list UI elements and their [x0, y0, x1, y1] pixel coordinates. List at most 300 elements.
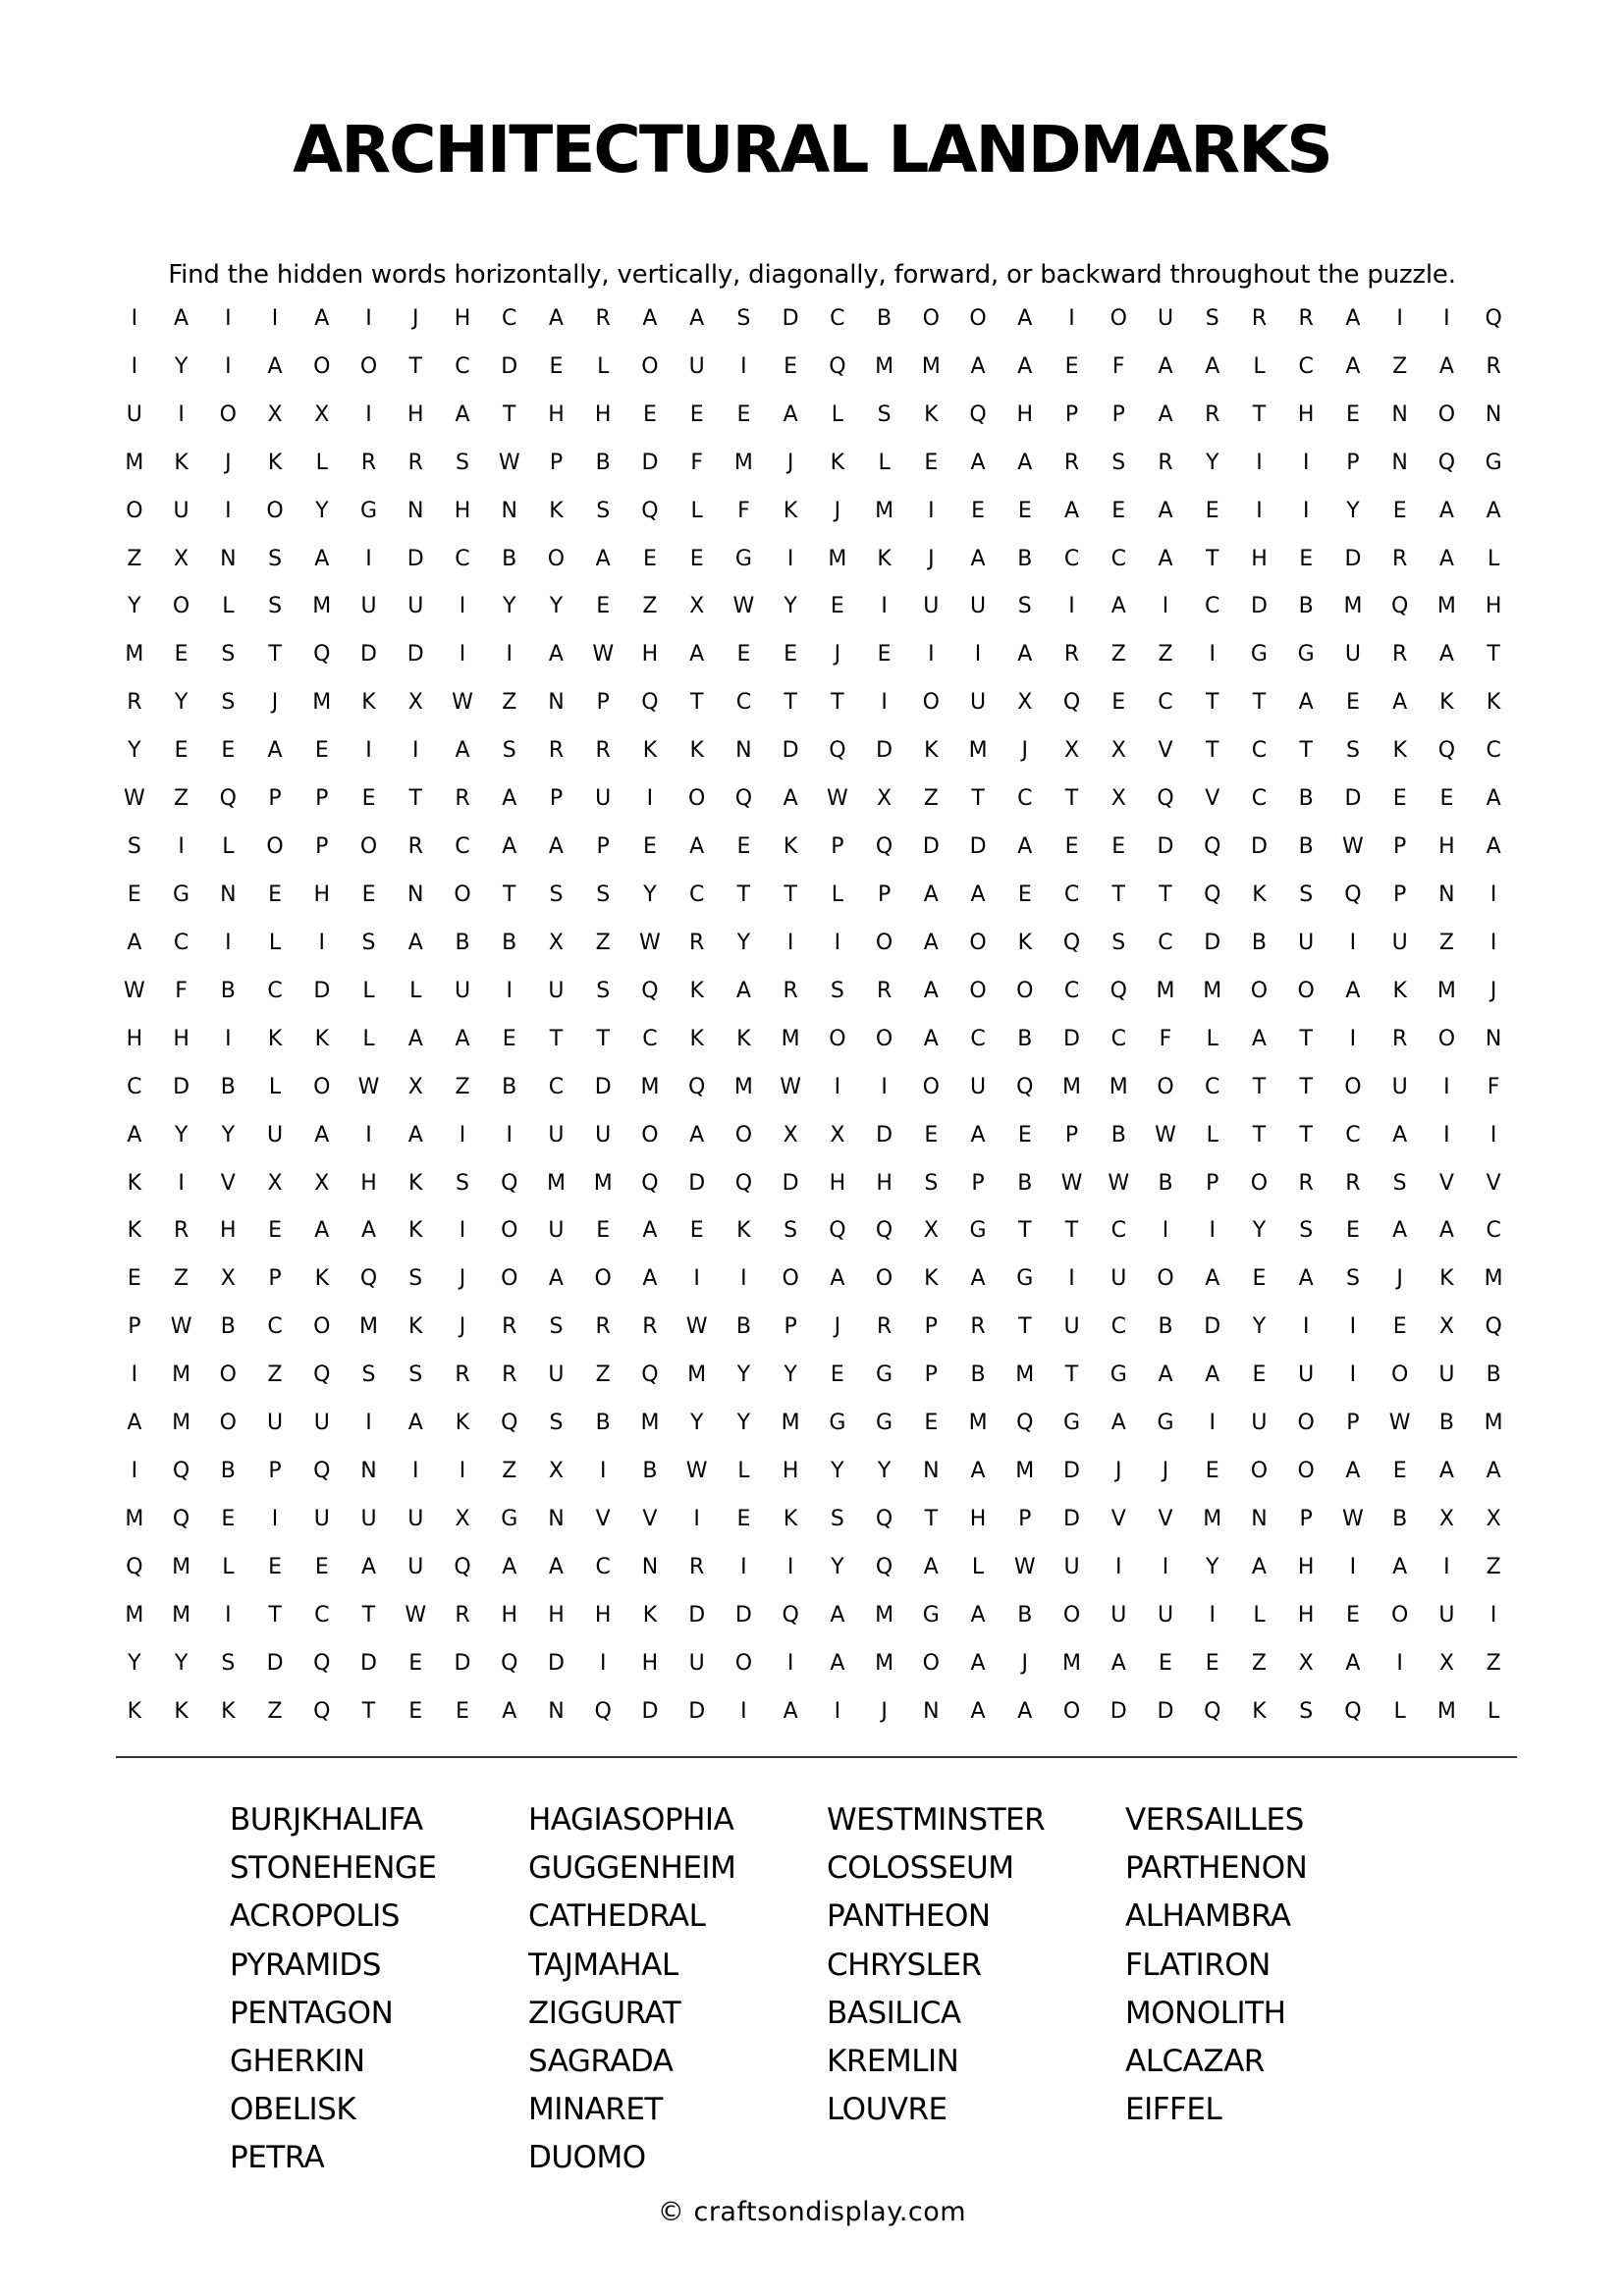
grid-letter: R	[595, 1314, 611, 1340]
grid-letter: V	[1438, 1170, 1454, 1196]
grid-letter: A	[1158, 401, 1173, 427]
grid-letter: M	[1156, 978, 1175, 1003]
grid-letter: X	[267, 1170, 283, 1196]
grid-letter: L	[222, 834, 235, 860]
grid-letter: B	[1298, 834, 1314, 860]
grid-letter: T	[361, 1602, 376, 1628]
grid-letter: I	[1068, 305, 1075, 331]
grid-letter: Y	[643, 882, 657, 908]
grid-letter: I	[974, 642, 982, 667]
grid-letter: O	[1157, 1074, 1174, 1099]
grid-letter: E	[221, 738, 236, 764]
grid-letter: Z	[923, 786, 939, 812]
grid-letter: J	[1115, 1459, 1122, 1484]
grid-letter: A	[1345, 305, 1361, 331]
grid-letter: S	[596, 978, 611, 1003]
grid-letter: Y	[736, 1411, 751, 1436]
grid-letter: B	[970, 1362, 986, 1388]
word-list-item: GHERKIN	[230, 2043, 365, 2079]
grid-letter: P	[971, 1170, 985, 1196]
grid-letter: M	[968, 738, 988, 764]
grid-letter: I	[1349, 1026, 1357, 1051]
grid-letter: C	[1017, 786, 1033, 812]
grid-letter: Y	[1252, 1314, 1267, 1340]
grid-letter: A	[1438, 353, 1454, 379]
grid-letter: G	[922, 1602, 940, 1628]
grid-letter: C	[735, 690, 752, 716]
grid-letter: Y	[128, 738, 141, 764]
grid-letter: A	[407, 1122, 423, 1148]
grid-letter: J	[834, 498, 841, 523]
grid-letter: Q	[1344, 882, 1362, 908]
grid-letter: F	[1159, 1026, 1172, 1051]
grid-letter: C	[548, 1074, 565, 1099]
grid-letter: J	[459, 1314, 466, 1340]
word-list-item: COLOSSEUM	[827, 1850, 1014, 1887]
word-search-grid	[111, 294, 1517, 1735]
grid-letter: N	[1438, 882, 1455, 908]
grid-letter: E	[1205, 1650, 1219, 1676]
grid-letter: Z	[1438, 930, 1454, 955]
grid-letter: U	[1251, 1411, 1268, 1436]
word-list-item: EIFFEL	[1125, 2092, 1222, 2128]
grid-letter: P	[1299, 1507, 1313, 1531]
grid-letter: E	[1299, 546, 1314, 571]
grid-letter: X	[1063, 738, 1080, 764]
grid-letter: A	[1158, 546, 1173, 571]
grid-letter: X	[220, 1266, 236, 1292]
grid-letter: M	[1015, 1459, 1035, 1484]
grid-letter: I	[786, 930, 794, 955]
grid-letter: U	[1391, 1074, 1408, 1099]
grid-letter: Q	[313, 642, 331, 667]
grid-letter: M	[875, 1602, 894, 1628]
grid-letter: U	[1391, 930, 1408, 955]
grid-letter: E	[642, 546, 657, 571]
grid-letter: Q	[1344, 1698, 1362, 1724]
grid-letter: T	[1299, 1026, 1313, 1051]
grid-letter: U	[1063, 1314, 1080, 1340]
grid-letter: M	[640, 1074, 660, 1099]
grid-letter: D	[782, 738, 799, 764]
grid-letter: R	[1298, 1170, 1314, 1196]
grid-letter: S	[456, 450, 469, 475]
grid-letter: R	[455, 1362, 470, 1388]
grid-letter: U	[688, 353, 705, 379]
grid-letter: D	[969, 834, 987, 860]
word-list-item	[827, 2134, 1125, 2182]
grid-letter: S	[596, 882, 611, 908]
grid-letter: O	[1062, 1698, 1081, 1724]
grid-letter: D	[1157, 1698, 1174, 1724]
grid-letter: R	[876, 1314, 893, 1340]
grid-letter: I	[225, 930, 232, 955]
grid-letter: Q	[875, 1218, 893, 1244]
grid-letter: P	[1111, 401, 1125, 427]
grid-letter: U	[1298, 930, 1315, 955]
grid-letter: I	[131, 353, 138, 379]
grid-letter: I	[1209, 1411, 1216, 1436]
grid-letter: S	[830, 1507, 844, 1531]
grid-letter: A	[1486, 834, 1501, 860]
grid-letter: S	[596, 498, 611, 523]
grid-letter: K	[1017, 930, 1032, 955]
grid-letter: Q	[172, 1507, 190, 1531]
grid-letter: O	[1297, 1459, 1315, 1484]
grid-letter: U	[1438, 1602, 1455, 1628]
grid-letter: C	[688, 882, 705, 908]
grid-letter: K	[267, 1026, 283, 1051]
grid-letter: W	[498, 450, 520, 475]
grid-letter: A	[1392, 1122, 1408, 1148]
grid-letter: A	[502, 1554, 517, 1579]
grid-letter: I	[928, 498, 935, 523]
grid-letter: B	[220, 1074, 236, 1099]
grid-letter: Y	[784, 594, 797, 619]
grid-letter: L	[222, 594, 235, 619]
word-list-item: BURJKHALIFA	[230, 1802, 423, 1838]
grid-letter: E	[1392, 1314, 1407, 1340]
grid-letter: N	[548, 690, 565, 716]
grid-letter: I	[365, 1122, 372, 1148]
grid-letter: U	[313, 1411, 330, 1436]
grid-letter: C	[455, 353, 470, 379]
grid-letter: K	[127, 1170, 142, 1196]
grid-letter: I	[506, 978, 513, 1003]
grid-letter: F	[1111, 353, 1125, 379]
grid-letter: X	[1298, 1650, 1314, 1676]
grid-letter: Z	[595, 930, 611, 955]
grid-letter: A	[595, 546, 611, 571]
grid-letter: C	[1251, 738, 1268, 764]
grid-letter: Q	[641, 978, 659, 1003]
grid-letter: K	[783, 498, 798, 523]
grid-letter: I	[834, 930, 841, 955]
grid-letter: T	[596, 1026, 610, 1051]
grid-letter: D	[1204, 930, 1221, 955]
grid-letter: X	[548, 930, 564, 955]
grid-letter: X	[455, 1507, 470, 1531]
grid-letter: P	[128, 1314, 141, 1340]
grid-letter: T	[503, 401, 516, 427]
grid-letter: T	[1159, 882, 1172, 908]
grid-letter: Z	[1486, 1650, 1501, 1676]
grid-letter: Q	[1485, 305, 1502, 331]
grid-letter: L	[878, 450, 891, 475]
grid-letter: E	[1392, 786, 1407, 812]
grid-letter: H	[641, 642, 659, 667]
grid-letter: A	[548, 834, 564, 860]
grid-letter: Q	[829, 353, 846, 379]
grid-letter: D	[688, 1698, 706, 1724]
grid-letter: M	[125, 642, 144, 667]
grid-letter: I	[786, 1650, 794, 1676]
grid-letter: L	[831, 882, 843, 908]
grid-letter: H	[1485, 594, 1502, 619]
grid-letter: E	[1252, 1362, 1267, 1388]
grid-letter: U	[1298, 1362, 1315, 1388]
grid-letter: C	[127, 1074, 142, 1099]
grid-letter: I	[459, 594, 466, 619]
grid-letter: C	[502, 305, 517, 331]
grid-letter: W	[1342, 1507, 1364, 1531]
grid-letter: H	[548, 401, 565, 427]
word-list-item: BASILICA	[827, 1995, 961, 2031]
grid-letter: A	[548, 1266, 564, 1292]
grid-letter: U	[313, 1507, 330, 1531]
grid-letter: E	[1017, 1122, 1032, 1148]
grid-letter: W	[405, 1602, 427, 1628]
grid-letter: C	[173, 930, 189, 955]
grid-letter: S	[549, 1411, 564, 1436]
grid-letter: T	[1206, 690, 1219, 716]
grid-letter: E	[736, 642, 751, 667]
grid-letter: O	[922, 305, 940, 331]
grid-letter: A	[314, 1218, 330, 1244]
grid-letter: E	[924, 450, 939, 475]
grid-letter: H	[1438, 834, 1455, 860]
grid-letter: R	[1158, 450, 1173, 475]
grid-letter: Q	[1391, 594, 1409, 619]
grid-letter: I	[1302, 450, 1310, 475]
grid-letter: V	[1110, 1507, 1126, 1531]
grid-letter: A	[1438, 1218, 1454, 1244]
grid-letter: K	[924, 1266, 939, 1292]
grid-letter: X	[314, 1170, 330, 1196]
grid-letter: S	[1392, 1170, 1407, 1196]
grid-letter: S	[361, 930, 376, 955]
grid-letter: G	[359, 498, 378, 523]
grid-letter: V	[1158, 738, 1173, 764]
grid-letter: D	[641, 1698, 659, 1724]
grid-letter: L	[315, 450, 328, 475]
grid-letter: Q	[641, 690, 659, 716]
grid-letter: E	[689, 546, 704, 571]
grid-letter: Q	[594, 1698, 612, 1724]
grid-letter: M	[733, 1074, 753, 1099]
grid-letter: I	[225, 353, 232, 379]
grid-letter: C	[1205, 1074, 1220, 1099]
grid-letter: U	[548, 1362, 565, 1388]
grid-letter: A	[923, 978, 939, 1003]
grid-letter: C	[1486, 738, 1501, 764]
grid-letter: B	[595, 450, 611, 475]
grid-letter: D	[782, 305, 799, 331]
grid-letter: I	[225, 1602, 232, 1628]
grid-letter: R	[407, 834, 423, 860]
grid-letter: T	[784, 690, 797, 716]
grid-letter: A	[407, 1411, 423, 1436]
grid-letter: R	[595, 738, 611, 764]
grid-letter: D	[547, 1650, 565, 1676]
grid-letter: B	[1298, 594, 1314, 619]
grid-letter: Z	[595, 1362, 611, 1388]
grid-letter: M	[1015, 1362, 1035, 1388]
grid-letter: C	[830, 305, 845, 331]
grid-letter: O	[641, 353, 659, 379]
grid-letter: Y	[503, 594, 516, 619]
grid-letter: W	[1108, 1170, 1130, 1196]
grid-letter: D	[594, 1074, 612, 1099]
grid-letter: I	[412, 738, 419, 764]
grid-letter: U	[1110, 1266, 1127, 1292]
grid-letter: S	[408, 1362, 423, 1388]
grid-letter: U	[923, 594, 940, 619]
grid-letter: R	[1298, 305, 1314, 331]
grid-letter: T	[1018, 1314, 1032, 1340]
grid-letter: O	[547, 546, 566, 571]
grid-letter: W	[170, 1314, 192, 1340]
grid-letter: Q	[829, 1218, 846, 1244]
word-list-item: STONEHENGE	[230, 1850, 437, 1887]
grid-letter: Q	[1062, 690, 1081, 716]
grid-letter: C	[1110, 546, 1126, 571]
grid-letter: I	[1209, 642, 1216, 667]
grid-letter: T	[1252, 690, 1267, 716]
grid-letter: Q	[172, 1459, 190, 1484]
grid-letter: A	[1438, 498, 1454, 523]
grid-letter: I	[271, 1507, 279, 1531]
grid-letter: T	[408, 353, 422, 379]
grid-letter: E	[502, 1026, 516, 1051]
word-list-item: ACROPOLIS	[230, 1898, 400, 1935]
grid-letter: B	[1158, 1170, 1173, 1196]
grid-letter: W	[685, 1314, 708, 1340]
grid-letter: I	[1068, 594, 1075, 619]
grid-letter: T	[268, 1602, 282, 1628]
grid-letter: K	[127, 1698, 142, 1724]
grid-letter: X	[548, 1459, 564, 1484]
grid-letter: J	[834, 642, 841, 667]
grid-letter: I	[1302, 498, 1310, 523]
grid-letter: I	[834, 1698, 841, 1724]
grid-letter: X	[314, 401, 330, 427]
grid-letter: E	[1392, 498, 1407, 523]
grid-letter: A	[1063, 498, 1080, 523]
grid-letter: E	[736, 834, 751, 860]
grid-letter: Q	[641, 1170, 659, 1196]
grid-letter: U	[360, 1507, 377, 1531]
grid-letter: G	[1485, 450, 1502, 475]
grid-letter: Z	[642, 594, 658, 619]
grid-letter: A	[1017, 834, 1033, 860]
grid-letter: A	[642, 305, 658, 331]
grid-letter: D	[1344, 786, 1362, 812]
grid-letter: S	[268, 594, 283, 619]
grid-letter: O	[829, 1026, 846, 1051]
grid-letter: D	[1063, 1507, 1080, 1531]
grid-letter: Q	[875, 834, 893, 860]
grid-letter: T	[361, 1698, 376, 1724]
grid-letter: K	[314, 1266, 329, 1292]
grid-letter: H	[454, 498, 471, 523]
grid-letter: X	[174, 546, 189, 571]
grid-letter: O	[1297, 978, 1315, 1003]
grid-letter: S	[549, 1314, 564, 1340]
grid-letter: M	[1203, 978, 1222, 1003]
grid-letter: R	[970, 1314, 986, 1340]
grid-letter: I	[1349, 1362, 1357, 1388]
grid-letter: M	[125, 1602, 144, 1628]
grid-letter: Q	[1204, 882, 1221, 908]
grid-letter: A	[360, 1554, 377, 1579]
word-list-item: ALHAMBRA	[1125, 1898, 1291, 1935]
grid-letter: X	[1110, 738, 1126, 764]
grid-letter: Q	[1485, 1314, 1502, 1340]
grid-letter: G	[1062, 1411, 1081, 1436]
grid-letter: A	[127, 1411, 142, 1436]
grid-letter: A	[970, 1122, 986, 1148]
grid-letter: R	[360, 450, 377, 475]
grid-letter: D	[360, 642, 377, 667]
grid-letter: H	[1297, 1554, 1315, 1579]
grid-letter: K	[1486, 690, 1501, 716]
grid-letter: I	[318, 930, 326, 955]
grid-letter: V	[220, 1170, 236, 1196]
grid-letter: A	[1438, 1459, 1454, 1484]
grid-letter: Y	[1346, 498, 1360, 523]
grid-letter: Q	[1062, 930, 1081, 955]
grid-letter: W	[780, 1074, 802, 1099]
grid-letter: G	[501, 1507, 518, 1531]
grid-letter: I	[178, 401, 185, 427]
grid-letter: O	[641, 1122, 659, 1148]
grid-letter: B	[1017, 1026, 1033, 1051]
grid-letter: Q	[313, 1650, 331, 1676]
grid-letter: O	[501, 1218, 518, 1244]
grid-letter: H	[1016, 401, 1034, 427]
grid-letter: C	[314, 1602, 330, 1628]
grid-letter: X	[923, 1218, 939, 1244]
grid-letter: K	[642, 738, 658, 764]
grid-letter: X	[407, 690, 423, 716]
grid-letter: L	[1488, 546, 1500, 571]
grid-letter: C	[455, 834, 470, 860]
grid-letter: M	[125, 450, 144, 475]
grid-letter: R	[1392, 546, 1408, 571]
grid-letter: O	[1391, 1362, 1409, 1388]
grid-letter: E	[1017, 498, 1032, 523]
grid-letter: H	[829, 1170, 846, 1196]
grid-letter: B	[595, 1411, 611, 1436]
grid-letter: I	[1209, 1602, 1216, 1628]
grid-letter: D	[501, 353, 518, 379]
grid-letter: J	[225, 450, 232, 475]
grid-letter: E	[830, 594, 844, 619]
grid-letter: A	[1251, 1554, 1267, 1579]
grid-letter: I	[881, 1074, 888, 1099]
grid-letter: J	[1489, 978, 1497, 1003]
grid-letter: Y	[784, 1362, 797, 1388]
grid-letter: E	[1064, 834, 1079, 860]
grid-letter: S	[127, 834, 141, 860]
grid-letter: A	[970, 1698, 986, 1724]
grid-letter: E	[596, 594, 611, 619]
grid-letter: A	[1486, 1459, 1501, 1484]
grid-letter: E	[642, 834, 657, 860]
grid-letter: I	[225, 498, 232, 523]
grid-letter: K	[314, 1026, 329, 1051]
grid-letter: S	[268, 546, 283, 571]
copyright-footer: © craftsondisplay.com	[657, 2197, 967, 2227]
grid-letter: E	[361, 882, 376, 908]
grid-letter: X	[783, 1122, 798, 1148]
grid-letter: N	[407, 498, 424, 523]
grid-letter: A	[830, 1650, 845, 1676]
grid-letter: I	[459, 1459, 466, 1484]
grid-letter: J	[1021, 738, 1029, 764]
grid-letter: K	[1439, 690, 1454, 716]
